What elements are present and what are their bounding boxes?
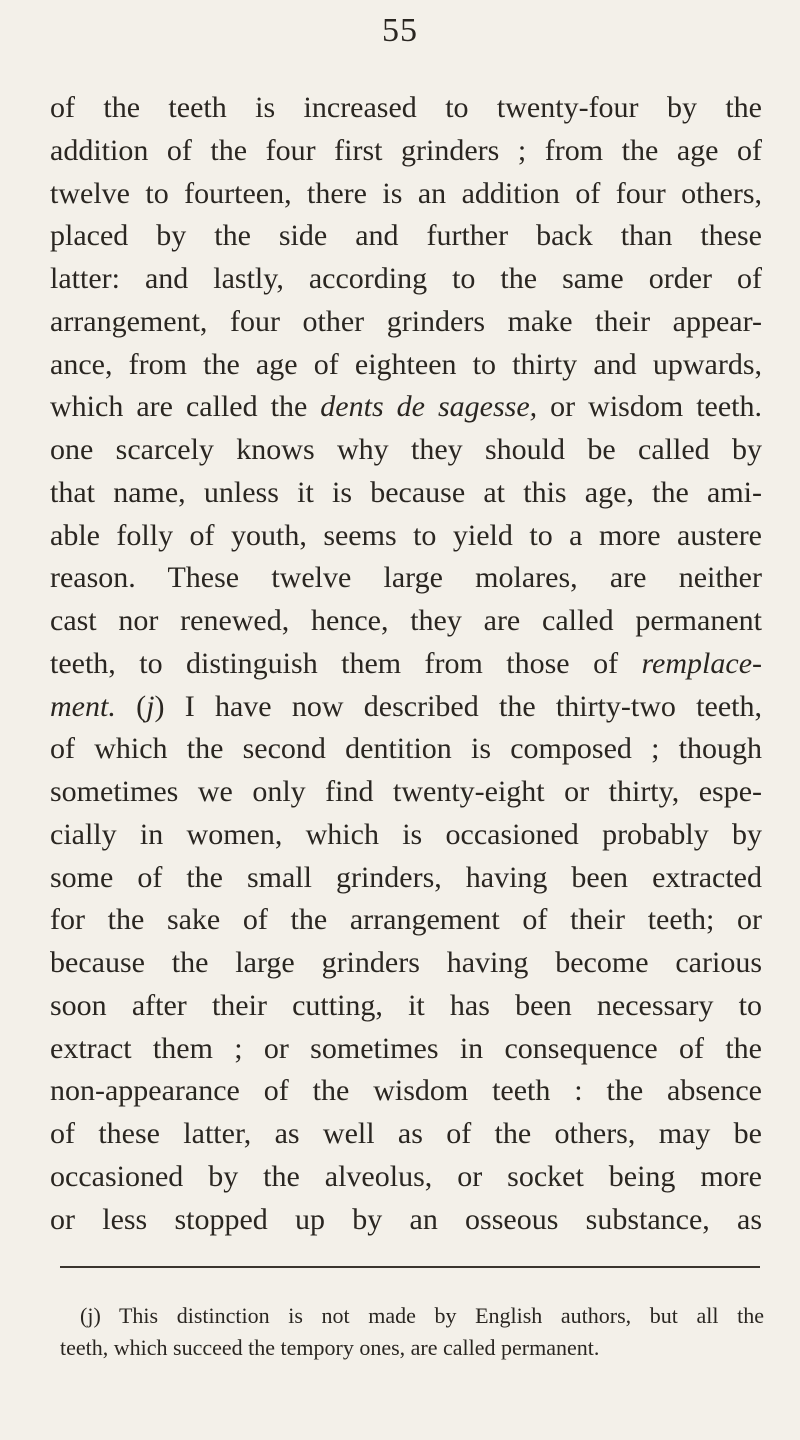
text-line xyxy=(50,215,762,258)
text-run: ance, from the age of eighteen to thirty and upwards, xyxy=(50,347,762,381)
text-run: some of the small grinders, having been extracted xyxy=(50,860,762,894)
text-line xyxy=(50,1028,762,1071)
text-run: arrangement, four other grinders make their appear- xyxy=(50,304,762,338)
text-run: because the large grinders having become carious xyxy=(50,946,762,979)
text-line xyxy=(50,686,762,729)
text-line xyxy=(50,771,762,814)
footnote-marker: j xyxy=(146,689,155,723)
text-run: soon after their cutting, it has been necessary to xyxy=(50,988,762,1022)
footnote xyxy=(60,1300,764,1364)
text-run: able folly of youth, seems to yield to a more austere xyxy=(50,518,762,552)
text-run: cially in women, which is occasioned probably by xyxy=(50,817,762,851)
text-line xyxy=(50,1113,762,1156)
text-run: of which the second dentition is composed ; though xyxy=(50,732,762,766)
text-run: of these latter, as well as of the others, may be xyxy=(50,1117,762,1150)
text-line xyxy=(50,258,762,301)
text-run: sometimes we only find twenty-eight or thirty, espe- xyxy=(50,775,762,808)
text-line xyxy=(50,942,762,985)
text-line xyxy=(50,814,762,857)
page-number: 55 xyxy=(382,12,418,49)
text-run: non-appearance of the wisdom teeth : the absence xyxy=(50,1074,762,1108)
text-run: or less stopped up by an osseous substance, as xyxy=(50,1202,762,1236)
text-run: addition of the four first grinders ; from the age of xyxy=(50,133,762,167)
text-line xyxy=(50,173,762,216)
text-line xyxy=(50,899,762,942)
text-line xyxy=(50,301,762,344)
text-run: of the teeth is increased to twenty-four by the xyxy=(50,91,762,124)
body-text xyxy=(50,87,762,1241)
text-line xyxy=(50,515,762,558)
text-line xyxy=(50,386,762,429)
text-line xyxy=(50,857,762,900)
italic-term: dents de sagesse, xyxy=(320,390,538,424)
text-run: teeth, to distinguish them from those of xyxy=(50,646,642,680)
text-line xyxy=(50,472,762,515)
text-run: which are called the xyxy=(50,390,321,424)
text-run: for the sake of the arrangement of their teeth; or xyxy=(50,903,762,937)
text-line xyxy=(50,87,762,130)
text-line xyxy=(50,557,762,600)
text-run: or wisdom teeth. xyxy=(537,390,763,424)
text-line xyxy=(50,728,762,771)
text-run: ) I have now described the thirty-two teeth, xyxy=(154,689,762,723)
text-line xyxy=(50,1156,762,1199)
text-run: extract them ; or sometimes in consequence of the xyxy=(50,1031,762,1065)
text-line xyxy=(50,600,762,643)
text-line xyxy=(50,130,762,173)
italic-term: remplace- xyxy=(641,646,762,680)
text-line xyxy=(50,1070,762,1113)
text-run: one scarcely knows why they should be called by xyxy=(50,433,762,466)
footnote-divider xyxy=(60,1266,760,1268)
footnote-line: teeth, which succeed the tempory ones, are called permanent. xyxy=(60,1335,600,1360)
text-run: ( xyxy=(115,689,147,723)
text-line xyxy=(50,985,762,1028)
text-line xyxy=(50,429,762,472)
text-run: that name, unless it is because at this age, the ami- xyxy=(50,475,762,509)
text-line xyxy=(50,643,762,686)
text-line xyxy=(50,1199,762,1242)
text-run: placed by the side and further back than these xyxy=(50,219,762,253)
text-run: twelve to fourteen, there is an addition of four others, xyxy=(50,176,762,210)
text-run: reason. These twelve large molares, are neither xyxy=(50,561,762,595)
text-line xyxy=(50,344,762,387)
text-run: latter: and lastly, according to the same order of xyxy=(50,262,762,295)
italic-term: ment. xyxy=(50,689,116,723)
footnote-line: (j) This distinction is not made by English authors, but all the xyxy=(80,1303,764,1328)
text-run: occasioned by the alveolus, or socket being more xyxy=(50,1159,762,1193)
text-run: cast nor renewed, hence, they are called permanent xyxy=(50,604,762,637)
